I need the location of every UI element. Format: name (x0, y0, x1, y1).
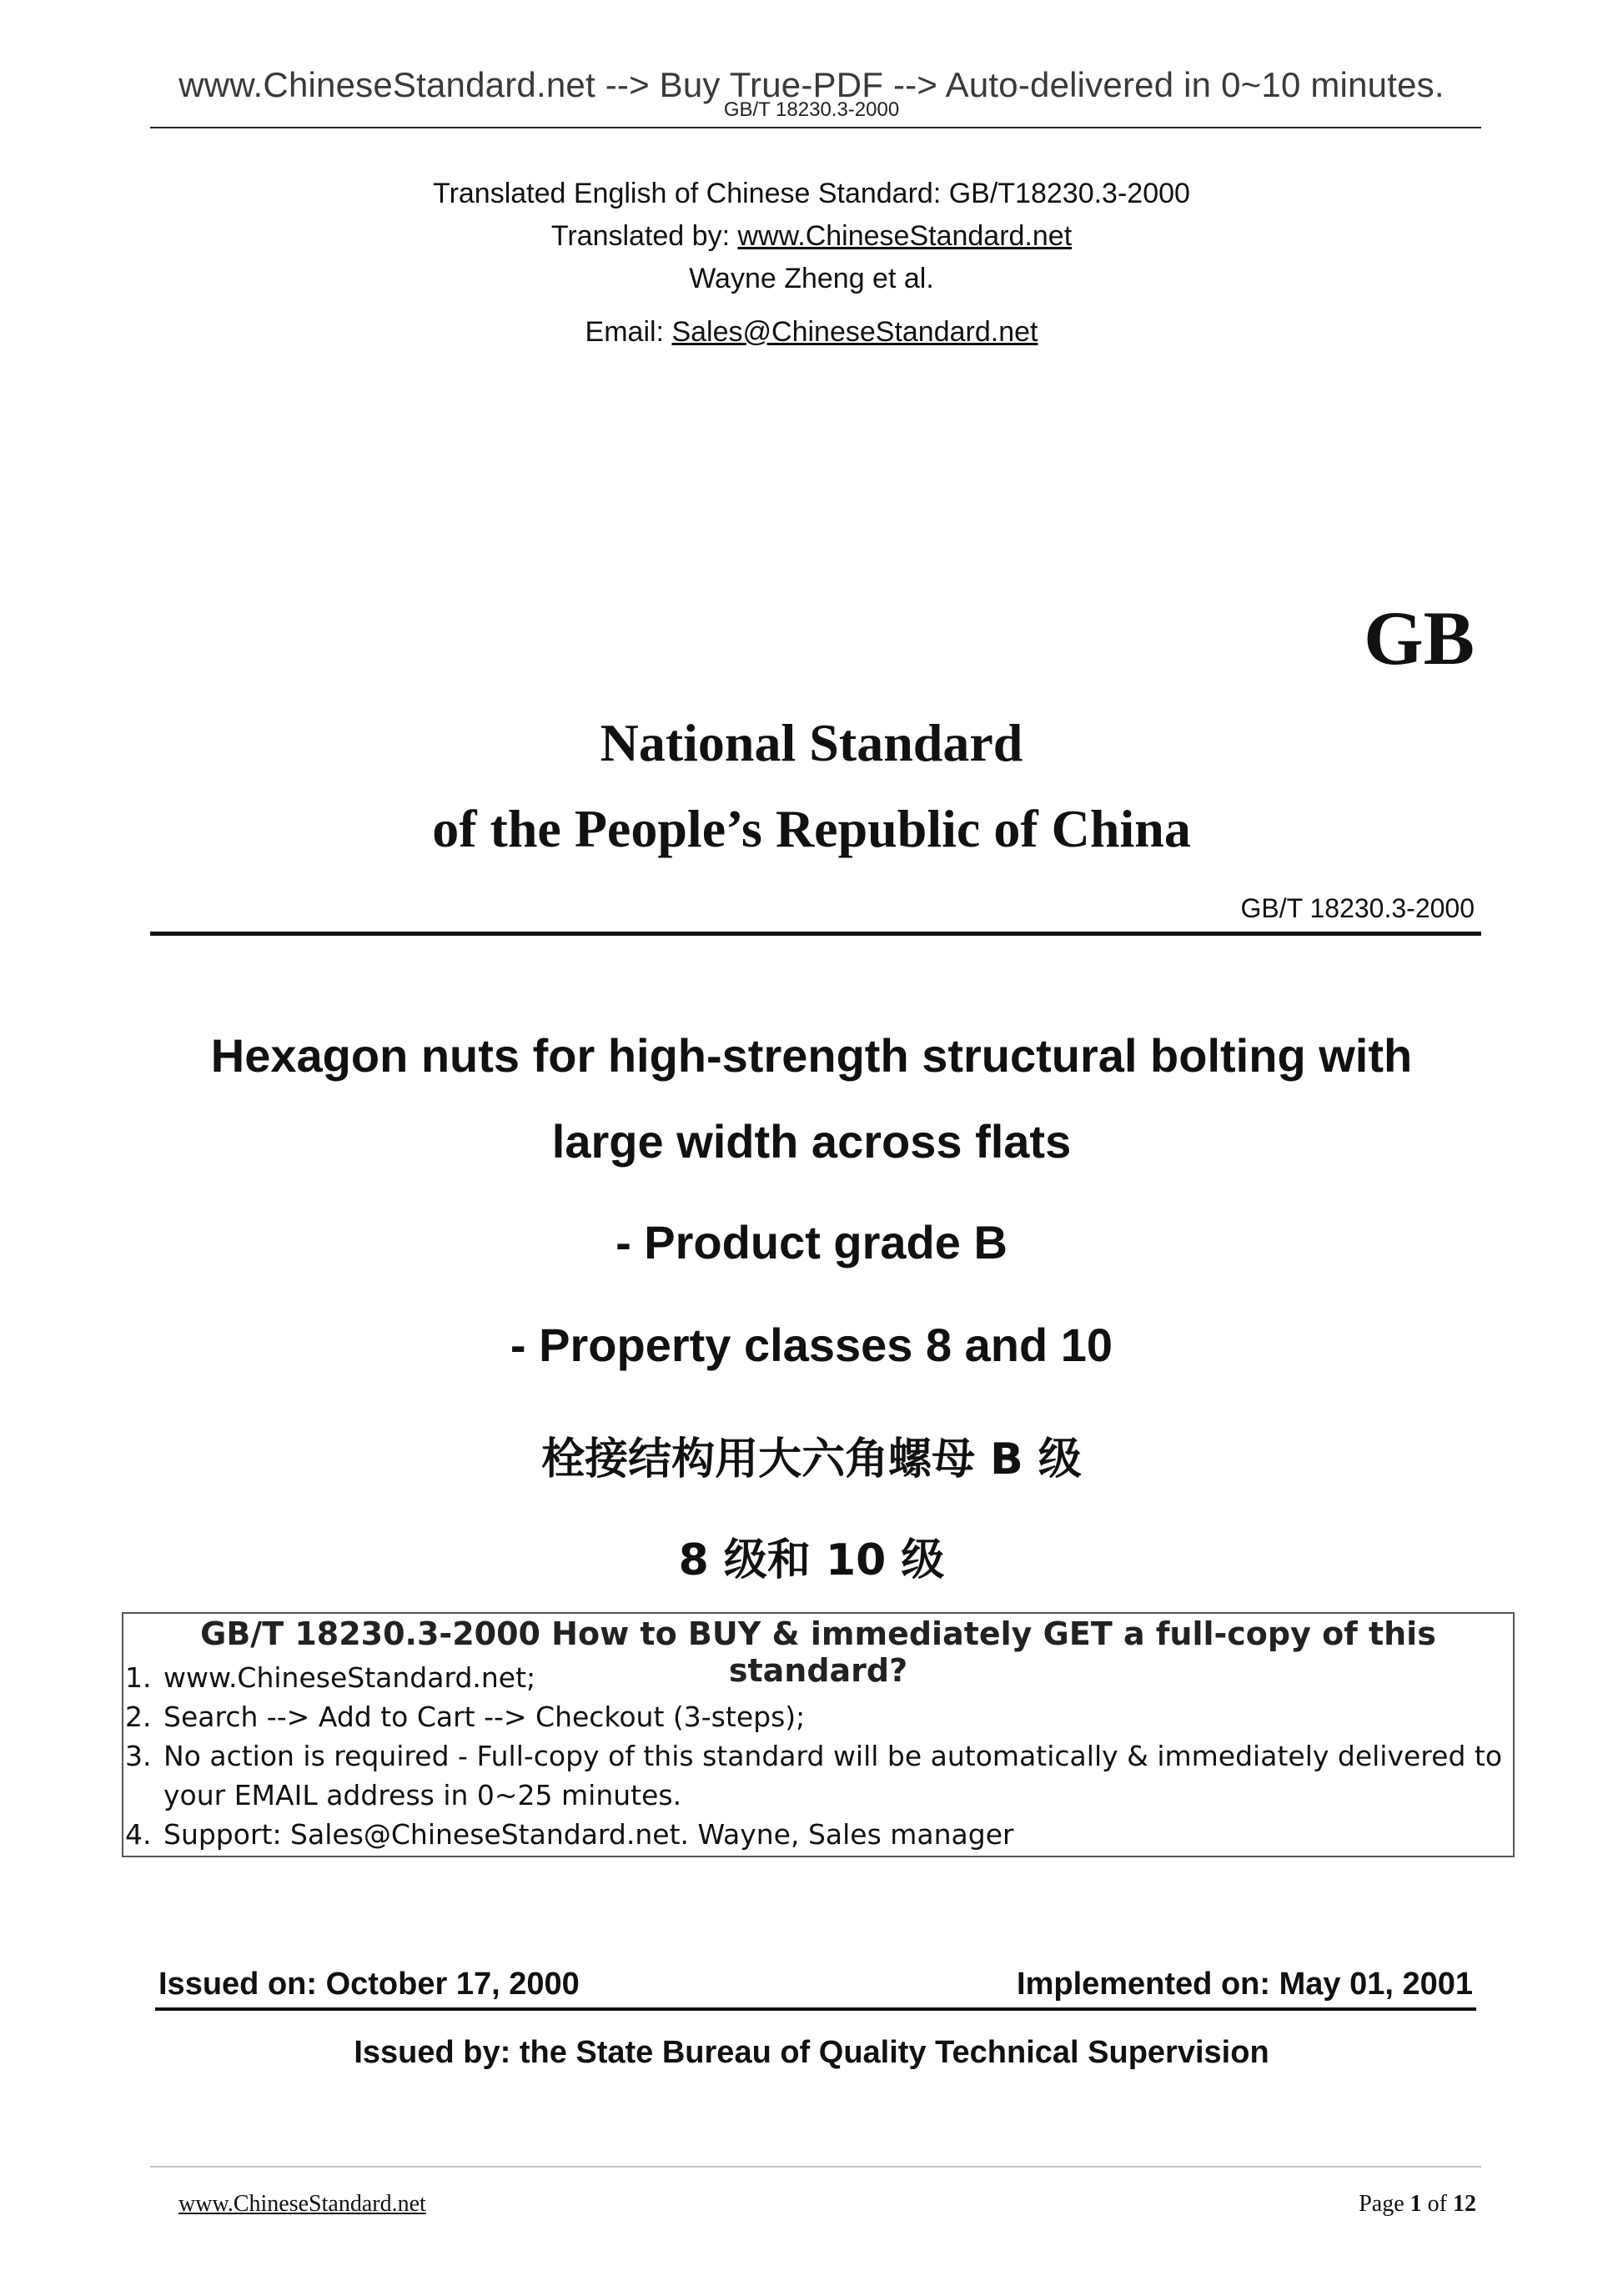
buy-step-text: Support: Sales@ChineseStandard.net. Wayne, Sales manager (163, 1818, 1014, 1851)
national-standard-title: National Standard (600, 713, 1023, 772)
translators: Wayne Zheng et al. (689, 263, 934, 294)
buy-step-3 (125, 1740, 1502, 1772)
title-cn-line-1: 栓接结构用大六角螺母 B 级 (541, 1434, 1082, 1485)
translator-site-link[interactable]: www.ChineseStandard.net (737, 220, 1073, 252)
email-label: Email: (585, 316, 672, 348)
page-current: 1 (1409, 2191, 1422, 2217)
buy-step-2 (125, 1701, 805, 1733)
page-label: Page (1359, 2191, 1410, 2217)
footer-divider (150, 2166, 1481, 2168)
buy-step-number: 3. (125, 1740, 152, 1772)
email-link[interactable]: Sales@ChineseStandard.net (671, 316, 1038, 348)
translated-by-label: Translated by: (550, 220, 738, 252)
page-number (1359, 2191, 1476, 2218)
buy-box-heading: GB/T 18230.3-2000 How to BUY & immediately GET a full-copy of this standard? (200, 1615, 1436, 1689)
buy-step-text: Search --> Add to Cart --> Checkout (3-steps); (163, 1701, 806, 1733)
header-divider (150, 127, 1481, 128)
title-line-2: large width across flats (551, 1115, 1072, 1168)
page-of-label: of (1421, 2191, 1453, 2217)
buy-step-4 (125, 1818, 1014, 1851)
issue-divider (155, 2007, 1476, 2011)
masthead-divider (150, 932, 1481, 936)
footer-site-text[interactable]: www.ChineseStandard.net (178, 2191, 426, 2217)
title-line-3: - Product grade B (616, 1216, 1007, 1269)
email-line (0, 316, 1623, 349)
translated-by (0, 220, 1623, 253)
title-line-1: Hexagon nuts for high-strength structural bolting with (210, 1029, 1413, 1082)
buy-step-1 (125, 1661, 535, 1694)
footer-site-link[interactable] (178, 2191, 426, 2218)
page-total: 12 (1453, 2191, 1476, 2217)
translation-title: Translated English of Chinese Standard: GB/T18230.3-2000 (433, 178, 1190, 209)
gb-mark: GB (1364, 595, 1475, 681)
masthead-standard-code: GB/T 18230.3-2000 (1240, 893, 1475, 923)
buy-step-text[interactable]: www.ChineseStandard.net; (163, 1661, 536, 1694)
issued-on: Issued on: October 17, 2000 (158, 1967, 580, 2002)
buy-step-text: No action is required - Full-copy of this standard will be automatically & immediately delivered to (163, 1740, 1503, 1772)
title-line-4: - Property classes 8 and 10 (510, 1319, 1113, 1371)
prc-title: of the People’s Republic of China (432, 799, 1191, 858)
header-banner: www.ChineseStandard.net --> Buy True-PDF --> Auto-delivered in 0~10 minutes. (178, 65, 1445, 104)
buy-step-3-continued: your EMAIL address in 0~25 minutes. (163, 1779, 682, 1811)
buy-step-number: 1. (125, 1661, 152, 1694)
header-standard-code: GB/T 18230.3-2000 (723, 98, 900, 121)
title-cn-line-2: 8 级和 10 级 (678, 1535, 945, 1585)
buy-step-number: 4. (125, 1818, 152, 1851)
issued-by: Issued by: the State Bureau of Quality Technical Supervision (354, 2035, 1269, 2070)
implemented-on: Implemented on: May 01, 2001 (1017, 1967, 1473, 2002)
buy-step-number: 2. (125, 1701, 152, 1733)
